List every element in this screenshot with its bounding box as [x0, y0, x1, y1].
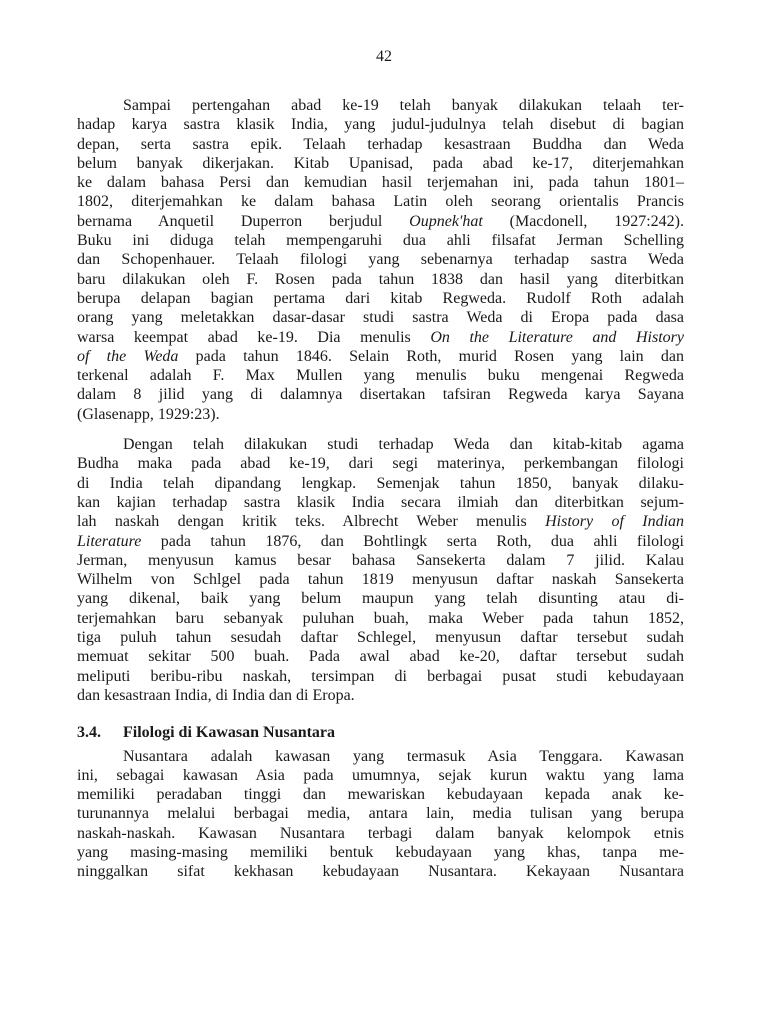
- section-title: Filologi di Kawasan Nusantara: [123, 724, 336, 742]
- book-title: On the Literature and History: [430, 328, 685, 346]
- text-run: (Macdonell, 1927:242).: [482, 212, 684, 230]
- paragraph-line: [77, 532, 684, 551]
- paragraph-line: yang masing-masing memiliki bentuk kebudayaan yang khas, tanpa me-: [77, 843, 684, 861]
- text-run: pada tahun 1846. Selain Roth, murid Rosen yang lain dan: [178, 347, 684, 365]
- paragraph-line: di India telah dipandang lengkap. Semenjak tahun 1850, banyak dilaku-: [77, 474, 684, 492]
- paragraph-line: hadap karya sastra klasik India, yang judul-judulnya telah disebut di bagian: [77, 116, 684, 134]
- paragraph-line: ini, sebagai kawasan Asia pada umumnya, sejak kurun waktu yang lama: [77, 766, 684, 784]
- paragraph-line: ninggalkan sifat kekhasan kebudayaan Nusantara. Kekayaan Nusantara: [77, 863, 684, 881]
- page-number: 42: [376, 48, 392, 65]
- book-title: of the Weda: [77, 347, 179, 365]
- paragraph-line: Wilhelm von Schlgel pada tahun 1819 menyusun daftar naskah Sansekerta: [77, 571, 684, 589]
- paragraph-line: depan, serta sastra epik. Telaah terhadap kesastraan Buddha dan Weda: [77, 135, 684, 153]
- paragraph-line: memuat sekitar 500 buah. Pada awal abad ke-20, daftar tersebut sudah: [77, 648, 684, 666]
- paragraph-line: Dengan telah dilakukan studi terhadap Weda dan kitab-kitab agama: [123, 436, 684, 454]
- paragraph-line: [77, 347, 684, 366]
- paragraph-line: terjemahkan baru sebanyak puluhan buah, maka Weber pada tahun 1852,: [77, 609, 684, 627]
- paragraph-line: [77, 512, 684, 531]
- paragraph-line: dan kesastraan India, di India dan di Eropa.: [77, 686, 355, 704]
- paragraph-3: [77, 747, 684, 882]
- book-title: Literature: [77, 532, 142, 550]
- paragraph-line: Buku ini diduga telah mempengaruhi dua ahli filsafat Jerman Schelling: [77, 232, 684, 250]
- text-run: warsa keempat abad ke-19. Dia menulis: [77, 328, 431, 346]
- text-run: lah naskah dengan kritik teks. Albrecht Weber menulis: [77, 513, 546, 531]
- paragraph-line: kan kajian terhadap sastra klasik India secara ilmiah dan diterbitkan sejum-: [77, 493, 684, 511]
- paragraph-2: [77, 435, 684, 705]
- text-run: pada tahun 1876, dan Bohtlingk serta Roth, dua ahli filologi: [141, 532, 684, 550]
- paragraph-line: dan Schopenhauer. Telaah filologi yang sebenarnya terhadap sastra Weda: [77, 251, 684, 269]
- book-title: Oupnek'hat: [409, 212, 483, 230]
- paragraph-line: berupa delapan bagian pertama dari kitab Regweda. Rudolf Roth adalah: [77, 289, 684, 307]
- paragraph-line: 1802, diterjemahkan ke dalam bahasa Latin oleh seorang orientalis Prancis: [77, 193, 684, 211]
- paragraph-line: meliputi beribu-ribu naskah, tersimpan di berbagai pusat studi kebudayaan: [77, 667, 684, 685]
- paragraph-line: (Glasenapp, 1929:23).: [77, 405, 220, 423]
- paragraph-line: memiliki peradaban tinggi dan mewariskan kebudayaan kepada anak ke-: [77, 786, 684, 804]
- paragraph-line: dalam 8 jilid yang di dalamnya disertakan tafsiran Regweda karya Sayana: [77, 386, 684, 404]
- paragraph-1: [77, 96, 684, 424]
- paragraph-line: Budha maka pada abad ke-19, dari segi materinya, perkembangan filologi: [77, 455, 684, 473]
- text-run: bernama Anquetil Duperron berjudul: [77, 212, 410, 230]
- paragraph-line: [77, 212, 684, 231]
- paragraph-line: turunannya melalui berbagai media, antara lain, media tulisan yang berupa: [77, 805, 684, 823]
- book-title: History of Indian: [545, 513, 685, 531]
- paragraph-line: terkenal adalah F. Max Mullen yang menulis buku mengenai Regweda: [77, 367, 684, 385]
- paragraph-line: belum banyak dikerjakan. Kitab Upanisad, pada abad ke-17, diterjemahkan: [77, 154, 684, 172]
- section-heading: [77, 723, 684, 742]
- section-number: 3.4.: [77, 724, 101, 742]
- paragraph-line: [77, 328, 684, 347]
- paragraph-line: yang dikenal, baik yang belum maupun yang telah disunting atau di-: [77, 590, 684, 608]
- paragraph-line: Jerman, menyusun kamus besar bahasa Sansekerta dalam 7 jilid. Kalau: [77, 551, 684, 569]
- paragraph-line: ke dalam bahasa Persi dan kemudian hasil terjemahan ini, pada tahun 1801–: [77, 174, 684, 192]
- paragraph-line: Nusantara adalah kawasan yang termasuk Asia Tenggara. Kawasan: [123, 747, 684, 765]
- paragraph-line: naskah-naskah. Kawasan Nusantara terbagi dalam banyak kelompok etnis: [77, 824, 684, 842]
- paragraph-line: tiga puluh tahun sesudah daftar Schlegel, menyusun daftar tersebut sudah: [77, 629, 684, 647]
- paragraph-line: baru dilakukan oleh F. Rosen pada tahun 1838 dan hasil yang diterbitkan: [77, 270, 684, 288]
- paragraph-line: Sampai pertengahan abad ke-19 telah banyak dilakukan telaah ter-: [123, 97, 684, 114]
- paragraph-line: orang yang meletakkan dasar-dasar studi sastra Weda di Eropa pada dasa: [77, 309, 684, 327]
- page-body: [77, 96, 684, 882]
